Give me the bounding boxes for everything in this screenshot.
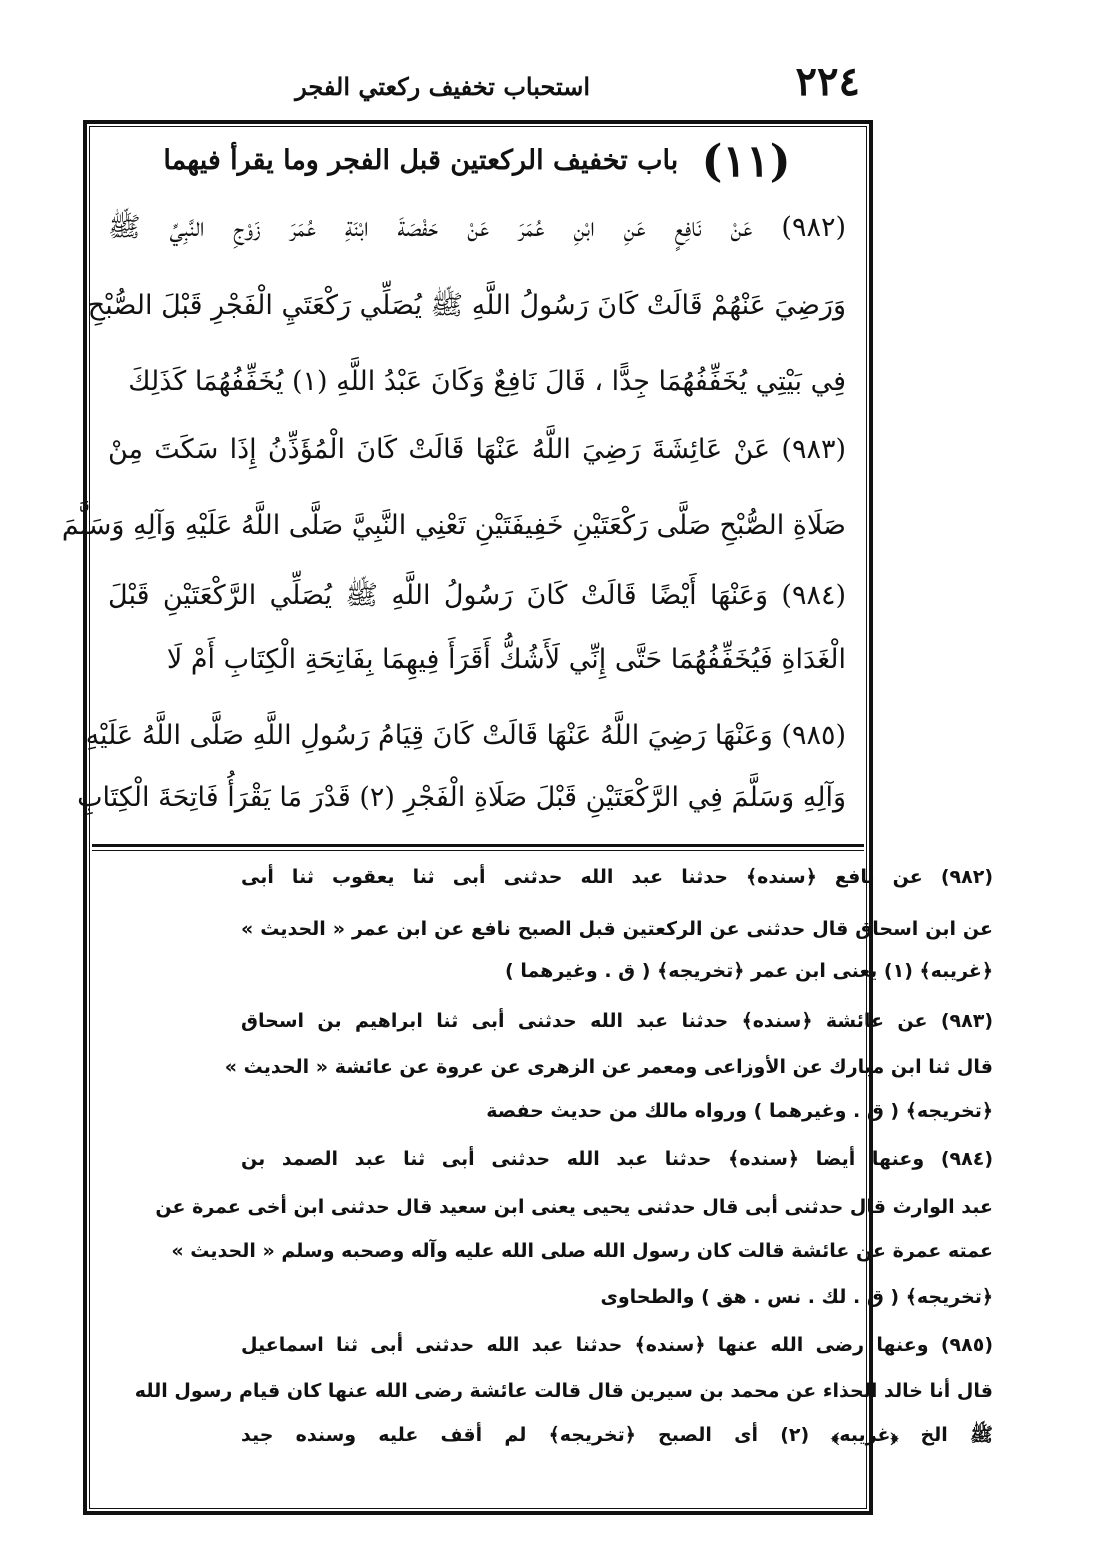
hadith-983-line-1: (٩٨٣) عَنْ عَائِشَةَ رَضِيَ اللَّهُ عَنْهَا قَالَتْ كَانَ الْمُؤَذِّنُ إِذَا سَكَتَ مِنْ: [108, 434, 846, 465]
footnote-divider-thin: [92, 850, 864, 851]
note-985-line-3: ﷺ الخ ﴿غريبه﴾ (٢) أى الصبح ﴿تخريجه﴾ لم أقف عليه وسنده جيد: [241, 1424, 993, 1446]
note-984-line-2: عبد الوارث قال حدثنى أبى قال حدثنى يحيى يعنى ابن سعيد قال حدثنى ابن أخى عمرة عن: [155, 1196, 993, 1218]
page-number: ٢٢٤: [795, 58, 860, 105]
hadith-984-line-1: (٩٨٤) وَعَنْهَا أَيْضًا قَالَتْ كَانَ رَسُولُ اللَّهِ ﷺ يُصَلِّي الرَّكْعَتَيْنِ قَبْلَ: [108, 580, 846, 611]
main-text: [61, 130, 854, 830]
note-985-line-2: قال أنا خالد الحذاء عن محمد بن سيرين قال قالت عائشة رضى الله عنها كان قيام رسول الله: [134, 1380, 993, 1402]
hadith-982-line-3: فِي بَيْتِي يُخَفِّفُهُمَا جِدًّا ، قَالَ نَافِعٌ وَكَانَ عَبْدُ اللَّهِ (١) يُخَفِّفُهُمَا كَذَلِكَ: [128, 366, 846, 397]
note-984-line-3: عمته عمرة عن عائشة قالت كان رسول الله صلى الله عليه وآله وصحبه وسلم « الحديث »: [171, 1240, 993, 1262]
page-header: [100, 58, 860, 118]
note-983-line-3: ﴿تخريجه﴾ ( ق . وغيرهما ) ورواه مالك من حديث حفصة: [486, 1100, 993, 1122]
note-983-line-2: قال ثنا ابن مبارك عن الأوزاعى ومعمر عن الزهرى عن عروة عن عائشة « الحديث »: [224, 1056, 993, 1078]
hadith-983-line-2: صَلَاةِ الصُّبْحِ صَلَّى رَكْعَتَيْنِ خَفِيفَتَيْنِ تَعْنِي النَّبِيَّ صَلَّى اللَّهُ عَلَيْهِ وَآلِهِ وَسَلَّمَ: [61, 510, 846, 541]
running-title: استحباب تخفيف ركعتي الفجر: [295, 72, 590, 101]
note-982-line-2: عن ابن اسحاق قال حدثنى عن الركعتين قبل الصبح نافع عن ابن عمر « الحديث »: [241, 918, 993, 940]
chapter-title: باب تخفيف الركعتين قبل الفجر وما يقرأ فيهما: [163, 145, 679, 176]
note-983-line-1: (٩٨٣) عن عائشة ﴿سنده﴾ حدثنا عبد الله حدثنى أبى ثنا ابراهيم بن اسحاق: [241, 1010, 993, 1032]
note-984-line-4: ﴿تخريجه﴾ ( ق . لك . نس . هق ) والطحاوى: [600, 1286, 993, 1308]
hadith-982-line-2: وَرَضِيَ عَنْهُمْ قَالَتْ كَانَ رَسُولُ اللَّهِ ﷺ يُصَلِّي رَكْعَتَيِ الْفَجْرِ قَبْلَ الصُّبْحِ: [87, 290, 846, 321]
hadith-985-line-2: وَآلِهِ وَسَلَّمَ فِي الرَّكْعَتَيْنِ قَبْلَ صَلَاةِ الْفَجْرِ (٢) قَدْرَ مَا يَقْرَأُ فَاتِحَةَ الْكِتَابِ: [77, 782, 846, 813]
hadith-985-line-1: (٩٨٥) وَعَنْهَا رَضِيَ اللَّهُ عَنْهَا قَالَتْ كَانَ قِيَامُ رَسُولِ اللَّهِ صَلَّى اللَّهُ عَلَيْهِ: [85, 720, 846, 751]
footnote-divider: [92, 844, 864, 847]
note-982-line-1: (٩٨٢) عن نافع ﴿سنده﴾ حدثنا عبد الله حدثنى أبى ثنا يعقوب ثنا أبى: [241, 866, 993, 888]
chapter-heading: [100, 136, 854, 187]
hadith-984-line-2: الْغَدَاةِ فَيُخَفِّفُهُمَا حَتَّى إِنِّي لَأَشُكُّ أَقَرَأَ فِيهِمَا بِفَاتِحَةِ الْكِتَابِ أَمْ لَا: [166, 644, 846, 675]
note-985-line-1: (٩٨٥) وعنها رضى الله عنها ﴿سنده﴾ حدثنا عبد الله حدثنى أبى ثنا اسماعيل: [241, 1334, 993, 1356]
hadith-982-line-1: (٩٨٢) عَنْ نَافِعٍ عَنِ ابْنِ عُمَرَ عَنْ حَفْصَةَ ابْنَةِ عُمَرَ زَوْجِ النَّبِيِّ ﷺ: [108, 212, 846, 243]
chapter-number: (١١): [701, 136, 791, 187]
note-982-line-3: ﴿غريبه﴾ (١) يعنى ابن عمر ﴿تخريجه﴾ ( ق . وغيرهما ): [505, 960, 993, 982]
note-984-line-1: (٩٨٤) وعنها أيضا ﴿سنده﴾ حدثنا عبد الله حدثنى أبى ثنا عبد الصمد بن: [241, 1148, 993, 1170]
